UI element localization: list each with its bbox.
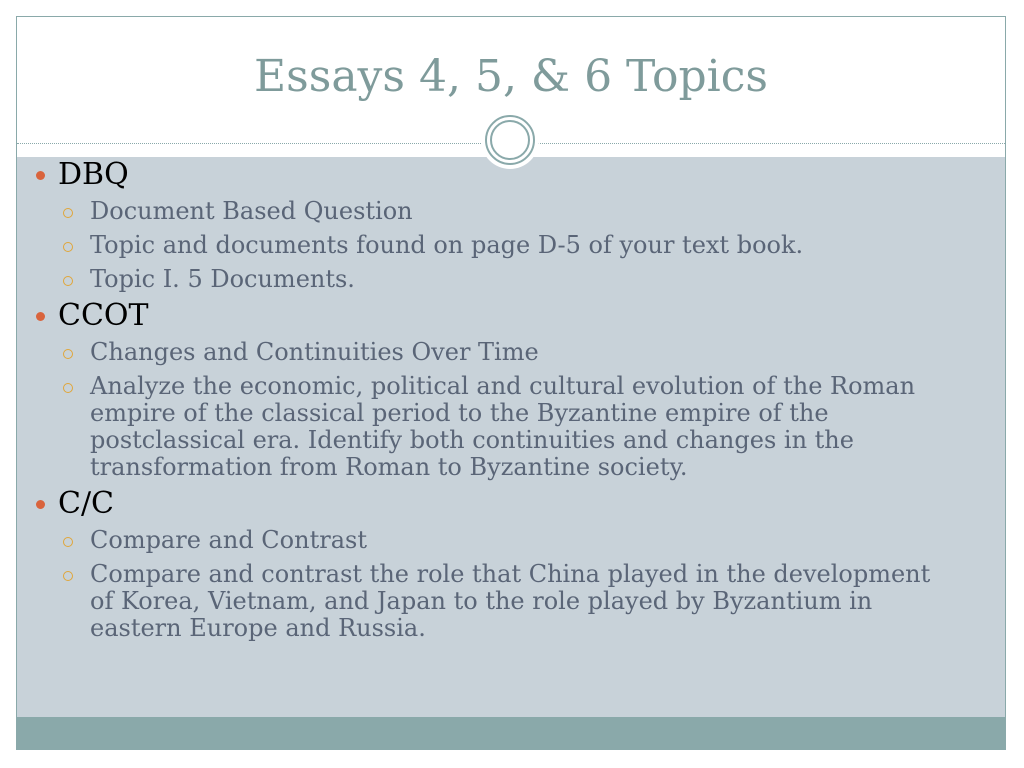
list-item (36, 561, 956, 642)
section-heading-ccot (36, 299, 956, 333)
footer-band (17, 717, 1005, 750)
list-item-text: Compare and Contrast (90, 526, 367, 554)
bullet-dot-icon (36, 500, 45, 509)
list-item (36, 266, 956, 293)
section-heading-text: CCOT (58, 298, 149, 333)
bullet-circle-icon (63, 208, 73, 218)
bullet-circle-icon (63, 537, 73, 547)
ring-inner (490, 120, 530, 160)
section-heading-dbq (36, 158, 956, 192)
slide-title: Essays 4, 5, & 6 Topics (254, 51, 768, 102)
bullet-circle-icon (63, 571, 73, 581)
bullet-circle-icon (63, 242, 73, 252)
bullet-circle-icon (63, 276, 73, 286)
list-item-text: Topic I. 5 Documents. (90, 265, 355, 293)
list-item-text: Analyze the economic, political and cultural evolution of the Roman empire of the classical period to the Byzantine empire of the postclassical era. Identify both continuities and changes in the transformation from Roman to Byzantine society. (90, 372, 916, 481)
list-item-text: Document Based Question (90, 197, 413, 225)
bullet-list (36, 156, 956, 642)
bullet-circle-icon (63, 349, 73, 359)
list-item (36, 339, 956, 366)
section-heading-cc (36, 487, 956, 521)
list-item (36, 373, 956, 481)
bullet-circle-icon (63, 383, 73, 393)
list-item (36, 232, 956, 259)
list-item-text: Changes and Continuities Over Time (90, 338, 539, 366)
bullet-dot-icon (36, 312, 45, 321)
list-item (36, 527, 956, 554)
section-heading-text: DBQ (58, 157, 129, 192)
section-heading-text: C/C (58, 486, 115, 521)
bullet-dot-icon (36, 171, 45, 180)
list-item-text: Compare and contrast the role that China played in the development of Korea, Vietnam, and Japan to the role played by Byzantium in eastern Europe and Russia. (90, 560, 931, 642)
list-item (36, 198, 956, 225)
list-item-text: Topic and documents found on page D-5 of your text book. (90, 231, 804, 259)
